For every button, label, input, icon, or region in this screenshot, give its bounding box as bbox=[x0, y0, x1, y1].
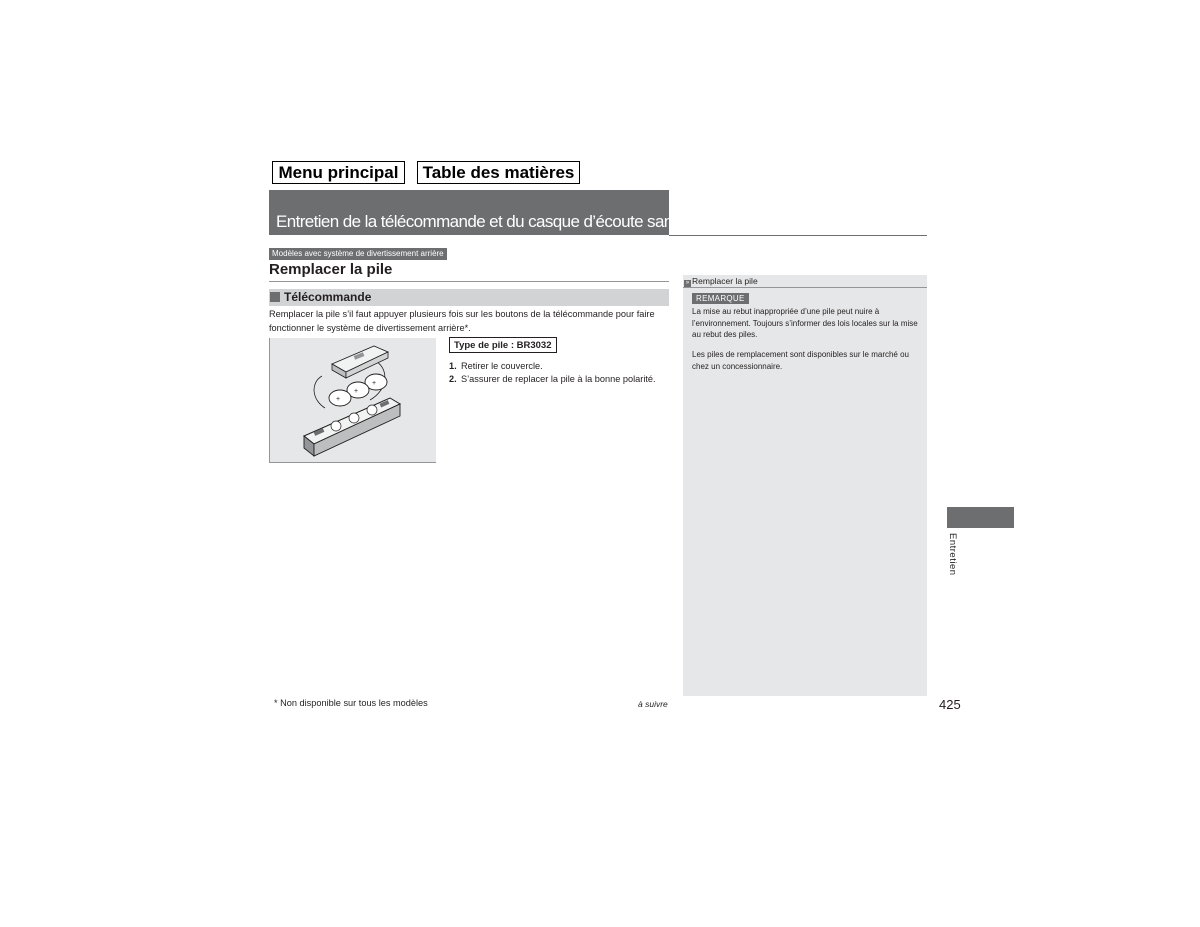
step-2: 2. S’assurer de replacer la pile à la bonne polarité. bbox=[449, 374, 656, 384]
svg-text:+: + bbox=[336, 396, 341, 403]
svg-text:+: + bbox=[372, 380, 377, 387]
subsection-title: Télécommande bbox=[284, 290, 372, 304]
subsection-square-icon bbox=[270, 292, 280, 302]
title-footnote-mark: * bbox=[695, 212, 699, 224]
footnote: * Non disponible sur tous les modèles bbox=[274, 698, 428, 708]
model-applicability-tag: Modèles avec système de divertissement arrière bbox=[269, 248, 447, 260]
header-divider bbox=[669, 235, 927, 236]
intro-paragraph: Remplacer la pile s’il faut appuyer plusieurs fois sur les boutons de la télécommande pour faire fonctionner le système de divertissement arrière*. bbox=[269, 309, 655, 333]
remote-battery-illustration bbox=[269, 338, 436, 463]
side-notes-heading: » Remplacer la pile bbox=[685, 276, 758, 286]
chapter-tab-label: Entretien bbox=[947, 533, 958, 576]
section-divider bbox=[269, 281, 669, 282]
table-of-contents-button[interactable]: Table des matières bbox=[417, 161, 580, 184]
svg-text:+: + bbox=[354, 388, 359, 395]
step-1: 1. Retirer le couvercle. bbox=[449, 361, 543, 371]
side-note-replacement: Les piles de remplacement sont disponibles sur le marché ou chez un concessionnaire. bbox=[692, 350, 910, 371]
remarque-badge: REMARQUE bbox=[692, 293, 749, 304]
battery-type-box: Type de pile : BR3032 bbox=[449, 337, 557, 353]
side-note-disposal: La mise au rebut inappropriée d’une pile peut nuire à l’environnement. Toujours s’informer des lois locales sur la mise au rebut des piles. bbox=[692, 307, 918, 339]
side-notes-divider bbox=[683, 287, 927, 288]
reference-arrow-icon: » bbox=[685, 280, 690, 286]
continued-label: à suivre bbox=[638, 699, 668, 709]
chapter-tab[interactable] bbox=[947, 507, 1014, 528]
chapter-title: Entretien de la télécommande et du casque d’écoute sans fil* bbox=[276, 212, 699, 231]
page-number: 425 bbox=[939, 697, 961, 712]
section-title: Remplacer la pile bbox=[269, 261, 393, 278]
remote-control-icon bbox=[270, 338, 436, 462]
main-menu-button[interactable]: Menu principal bbox=[272, 161, 405, 184]
